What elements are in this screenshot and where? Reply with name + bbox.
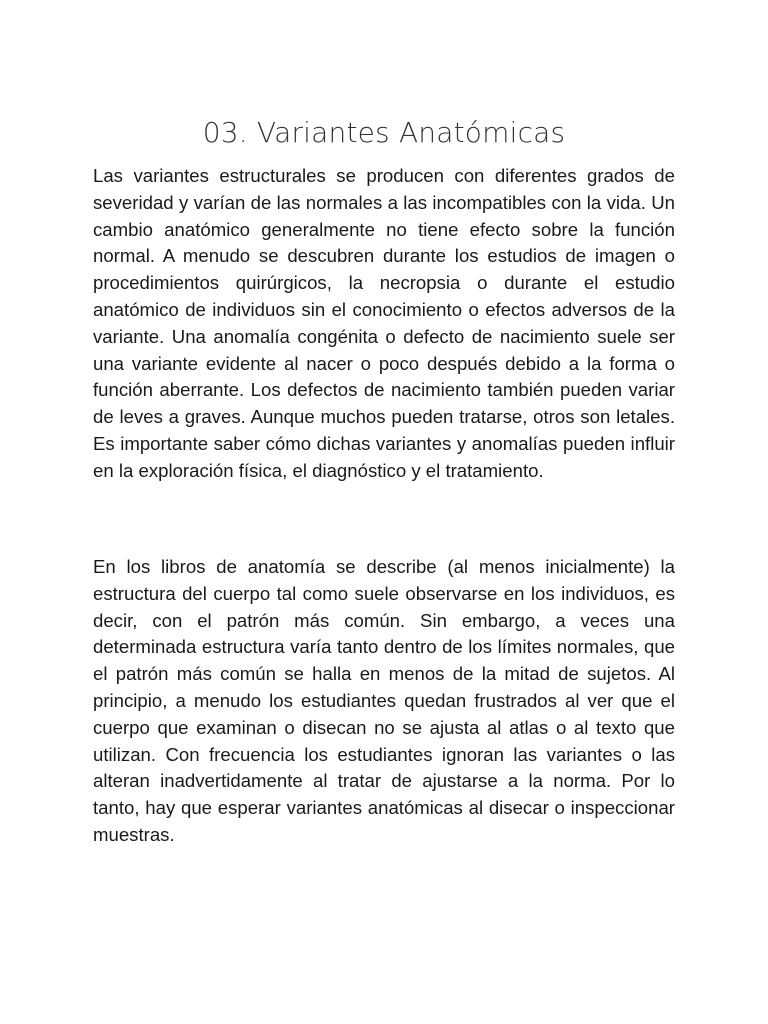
page-title: 03. Variantes Anatómicas xyxy=(202,116,566,149)
body-paragraph-2: En los libros de anatomía se describe (al menos inicialmente) la estructura del cuerpo tal como suele observarse en los individuos, es decir, con el patrón más común. Sin embargo, a veces una determinada estructura varía tanto dentro de los límites normales, que el patrón más común se halla en menos de la mitad de sujetos. Al principio, a menudo los estudiantes quedan frustrados al ver que el cuerpo que examinan o disecan no se ajusta al atlas o al texto que utilizan. Con frecuencia los estudiantes ignoran las variantes o las alteran inadvertidamente al tratar de ajustarse a la norma. Por lo tanto, hay que esperar variantes anatómicas al disecar o inspeccionar muestras. xyxy=(93,556,675,845)
body-paragraph-1: Las variantes estructurales se producen con diferentes grados de severidad y varían de las normales a las incompatibles con la vida. Un cambio anatómico generalmente no tiene efecto sobre la función normal. A menudo se descubren durante los estudios de imagen o procedimientos quirúrgicos, la necropsia o durante el estudio anatómico de individuos sin el conocimiento o efectos adversos de la variante. Una anomalía congénita o defecto de nacimiento suele ser una variante evidente al nacer o poco después debido a la forma o función aberrante. Los defectos de nacimiento también pueden variar de leves a graves. Aunque muchos pueden tratarse, otros son letales. Es importante saber cómo dichas variantes y anomalías pueden influir en la exploración física, el diagnóstico y el tratamiento. xyxy=(93,165,675,481)
